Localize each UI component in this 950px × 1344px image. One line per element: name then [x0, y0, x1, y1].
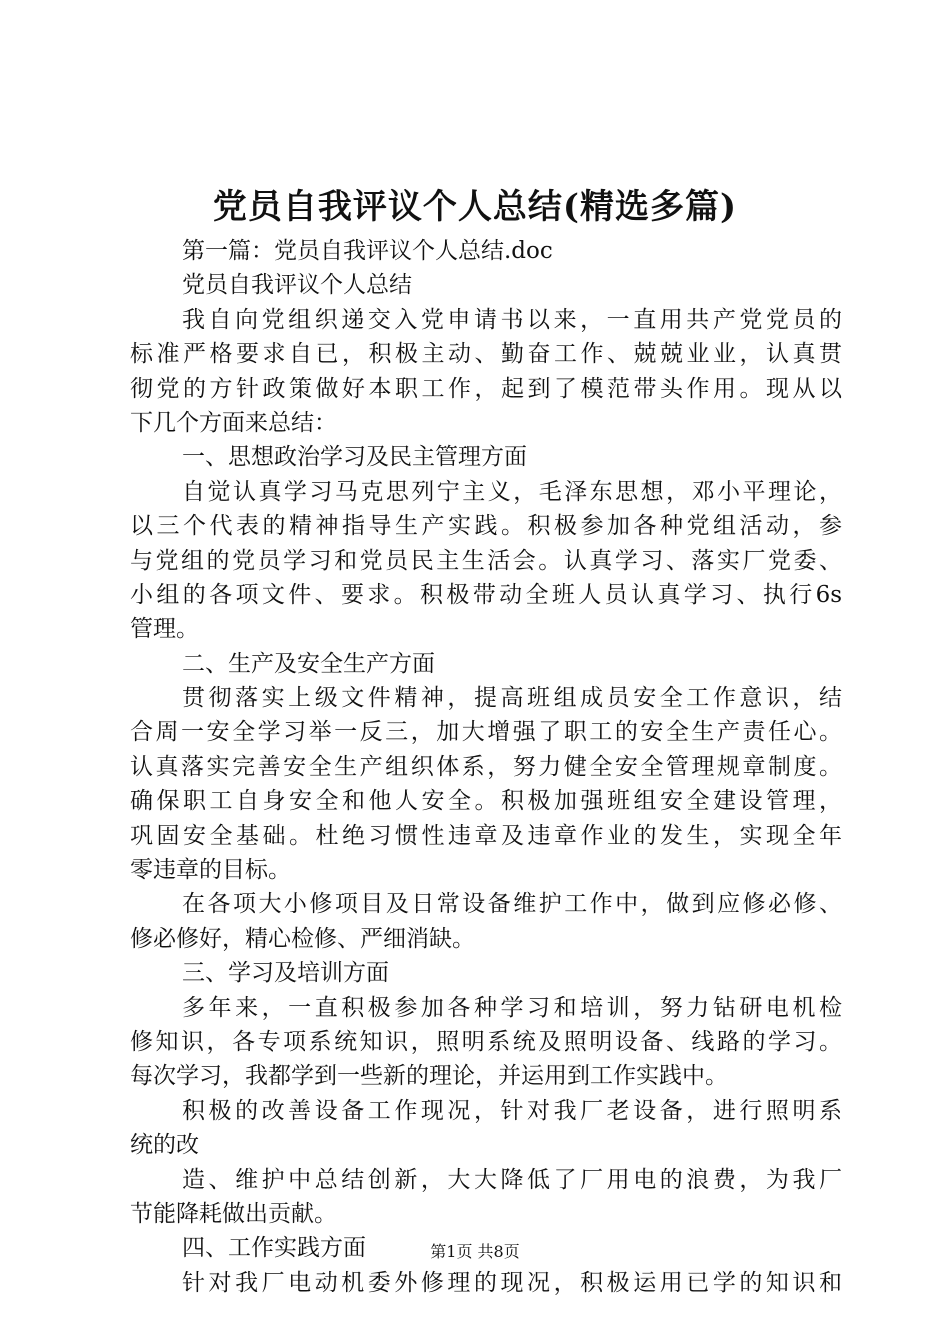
text-line: 造、维护中总结创新，大大降低了厂用电的浪费，为我厂: [182, 1166, 842, 1193]
text-line: 与党组的党员学习和党员民主生活会。认真学习、落实厂党委、: [130, 547, 842, 574]
text-line: 修必修好，精心检修、严细消缺。: [130, 925, 475, 952]
text-line: 以三个代表的精神指导生产实践。积极参加各种党组活动，参: [130, 513, 842, 540]
text-line: 修知识，各专项系统知识，照明系统及照明设备、线路的学习。: [130, 1028, 842, 1055]
document-title: 党员自我评议个人总结(精选多篇): [212, 187, 738, 227]
document-body: [130, 234, 842, 1300]
text-line: 彻党的方针政策做好本职工作，起到了模范带头作用。现从以: [130, 375, 842, 402]
text-line: 第一篇：党员自我评议个人总结.doc: [182, 238, 553, 264]
text-line: 认真落实完善安全生产组织体系，努力健全安全管理规章制度。: [130, 753, 842, 780]
text-line: 二、生产及安全生产方面: [182, 650, 435, 677]
text-line: 三、学习及培训方面: [182, 960, 389, 987]
text-line: 我自向党组织递交入党申请书以来，一直用共产党党员的: [182, 306, 842, 333]
text-line: 积极的改善设备工作现况，针对我厂老设备，进行照明系: [182, 1097, 842, 1124]
text-line: 针对我厂电动机委外修理的现况，积极运用已学的知识和: [182, 1269, 842, 1296]
text-line: 四、工作实践方面: [182, 1235, 366, 1262]
text-line: 确保职工自身安全和他人安全。积极加强班组安全建设管理，: [130, 788, 842, 815]
text-line: 标准严格要求自已，积极主动、勤奋工作、兢兢业业，认真贯: [130, 341, 842, 368]
text-line: 党员自我评议个人总结: [182, 272, 412, 299]
text-line: 合周一安全学习举一反三，加大增强了职工的安全生产责任心。: [130, 719, 842, 746]
text-line: 节能降耗做出贡献。: [130, 1200, 337, 1227]
text-line: 一、思想政治学习及民主管理方面: [182, 444, 527, 471]
text-line: 管理。: [130, 616, 199, 643]
page-footer: 第1页 共8页: [430, 1242, 520, 1261]
text-line: 零违章的目标。: [130, 857, 291, 884]
text-line: 在各项大小修项目及日常设备维护工作中，做到应修必修、: [182, 891, 842, 918]
text-line: 多年来，一直积极参加各种学习和培训，努力钻研电机检: [182, 994, 842, 1021]
text-line: 贯彻落实上级文件精神，提高班组成员安全工作意识，结: [182, 685, 842, 712]
text-line: 每次学习，我都学到一些新的理论，并运用到工作实践中。: [130, 1063, 728, 1090]
text-line: 小组的各项文件、要求。积极带动全班人员认真学习、执行6s: [130, 581, 842, 608]
text-line: 下几个方面来总结：: [130, 409, 337, 436]
text-line: 自觉认真学习马克思列宁主义，毛泽东思想，邓小平理论，: [182, 478, 842, 505]
text-line: 统的改: [130, 1132, 199, 1159]
text-line: 巩固安全基础。杜绝习惯性违章及违章作业的发生，实现全年: [130, 822, 842, 849]
